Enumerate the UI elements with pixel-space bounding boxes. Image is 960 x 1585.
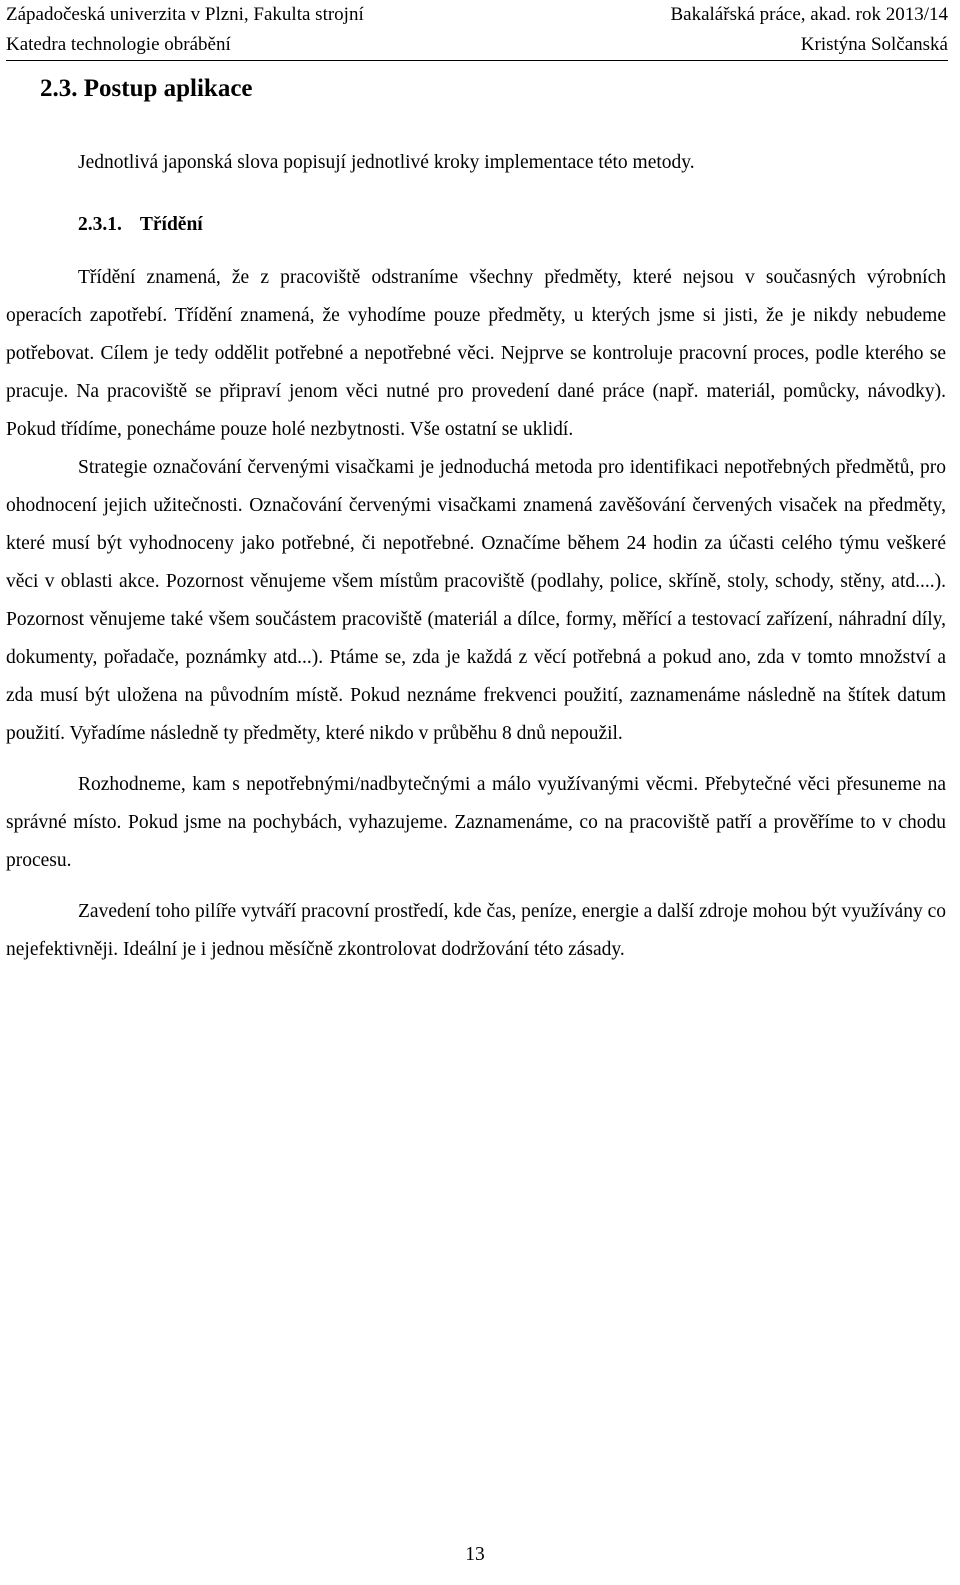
subsection-number: 2.3.1. [78,214,122,235]
header-university: Západočeská univerzita v Plzni, Fakulta strojní [6,4,364,25]
paragraph: Třídění znamená, že z pracoviště odstraníme všechny předměty, které nejsou v současných výrobních operacích zapotřebí. Třídění znamená, že vyhodíme pouze předměty, u kterých jsme si jisti, že je nikdy nebudeme potřebovat. Cílem je tedy oddělit potřebné a nepotřebné věci. Nejprve se kontroluje pracovní proces, podle kterého se pracuje. Na pracoviště se připraví jenom věci nutné pro provedení dané práce (např. materiál, pomůcky, návodky). Pokud třídíme, ponecháme pouze holé nezbytnosti. Vše ostatní se uklidí. [6,267,946,440]
page-number: 13 [465,1544,485,1565]
subsection-heading [6,206,946,244]
header-row-top [6,0,948,30]
paragraph: Zavedení toho pilíře vytváří pracovní prostředí, kde čas, peníze, energie a další zdroje mohou být využívány co nejefektivněji. Ideální je i jednou měsíčně zkontrolovat dodržování této zásady. [6,901,946,960]
header-thesis-info: Bakalářská práce, akad. rok 2013/14 [670,4,948,25]
subsection-title: Třídění [139,214,203,235]
paragraph: Strategie označování červenými visačkami je jednoduchá metoda pro identifikaci nepotřebných předmětů, pro ohodnocení jejich užitečnosti. Označování červenými visačkami znamená zavěšování červených visaček na předměty, které musí být vyhodnoceny jako potřebné, či nepotřebné. Označíme během 24 hodin za účasti celého týmu veškeré věci v oblasti akce. Pozornost věnujeme všem místům pracoviště (podlahy, police, skříně, stoly, schody, stěny, atd....). Pozornost věnujeme také všem součástem pracoviště (materiál a dílce, formy, měřící a testovací zařízení, náhradní díly, dokumenty, pořadače, poznámky atd...). Ptáme se, zda je každá z věcí potřebná a pokud ano, zda v tomto množství a zda musí být uložena na původním místě. Pokud neznáme frekvenci použití, zaznamenáme následně na štítek datum použití. Vyřadíme následně ty předměty, které nikdo v průběhu 8 dnů nepoužil. [6,457,946,744]
paragraph: Rozhodneme, kam s nepotřebnými/nadbytečnými a málo využívanými věcmi. Přebytečné věci přesuneme na správné místo. Pokud jsme na pochybách, vyhazujeme. Zaznamenáme, co na pracoviště patří a prověříme to v chodu procesu. [6,774,946,871]
header-row-bottom [6,30,948,60]
page-header [6,0,948,61]
header-author: Kristýna Solčanská [800,34,948,55]
header-department: Katedra technologie obrábění [6,34,231,55]
section-intro: Jednotlivá japonská slova popisují jednotlivé kroky implementace této metody. [78,152,695,173]
section-title: 2.3. Postup aplikace [40,75,253,102]
page-content [6,70,946,969]
